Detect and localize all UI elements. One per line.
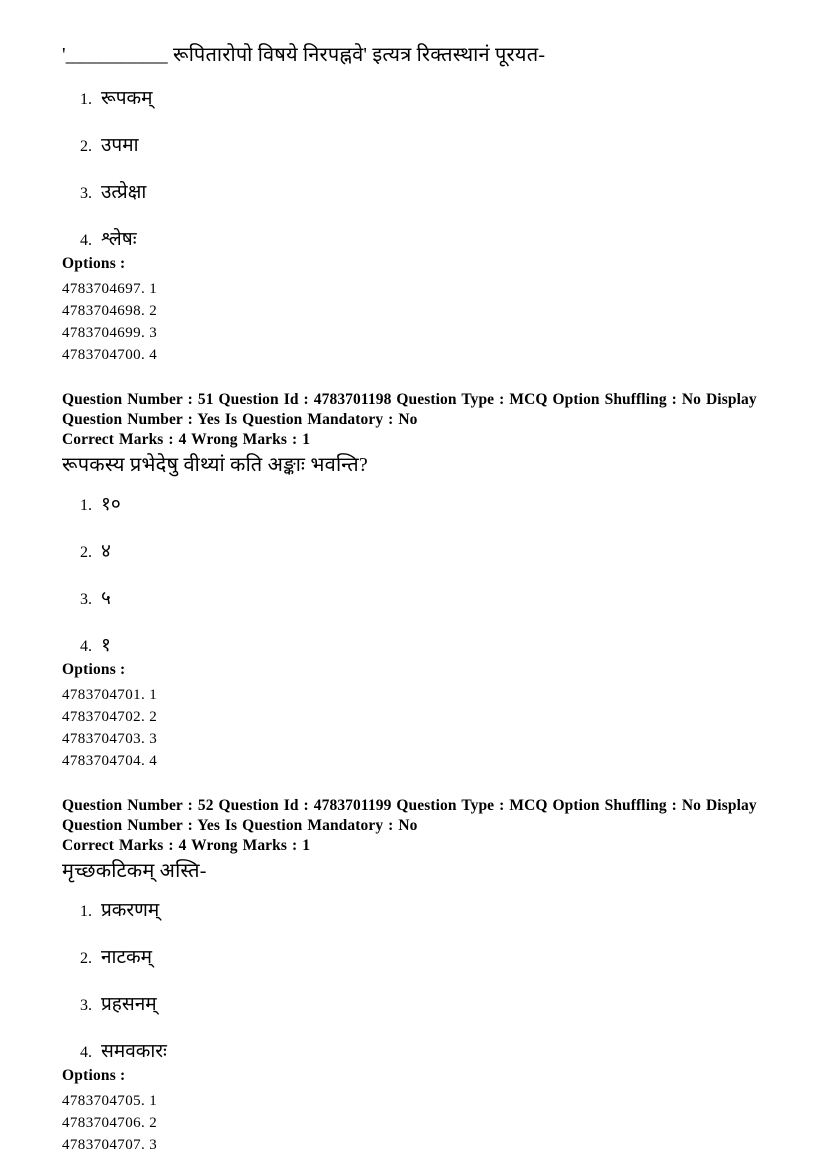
option-id-row: 4783704701. 1 [62, 687, 158, 703]
choice-item [80, 227, 762, 254]
question-text: मृच्छकटिकम् अस्ति- [62, 860, 207, 882]
choice-label: ४ [101, 541, 111, 562]
question-meta: Question Number : 52 Question Id : 4783701199 Question Type : MCQ Option Shuffling : No Display Question Number : Yes Is Question Mandatory : No [62, 797, 757, 834]
choice-item [80, 86, 762, 113]
option-id-row: 4783704699. 3 [62, 325, 158, 341]
choice-number: 1. [80, 497, 92, 514]
option-id-row: 4783704703. 3 [62, 731, 158, 747]
choice-item [80, 992, 762, 1019]
choice-number: 2. [80, 138, 92, 155]
choice-label: प्रकरणम् [101, 900, 160, 921]
choice-label: १० [101, 494, 121, 515]
choice-number: 2. [80, 950, 92, 967]
question-text: '__________ रूपितारोपो विषये निरपह्नवे' इत्यत्र रिक्तस्थानं पूरयत- [62, 44, 546, 66]
choice-number: 1. [80, 91, 92, 108]
choice-label: समवकारः [101, 1041, 167, 1062]
choice-item [80, 633, 762, 660]
option-id-row: 4783704700. 4 [62, 347, 158, 363]
option-id-row: 4783704704. 4 [62, 753, 158, 769]
choice-number: 4. [80, 638, 92, 655]
choice-number: 4. [80, 1044, 92, 1061]
question-block [62, 390, 762, 772]
question-text: रूपकस्य प्रभेदेषु वीथ्यां कति अङ्काः भवन्ति? [62, 454, 368, 476]
choice-item [80, 898, 762, 925]
choice-label: ५ [101, 588, 111, 609]
choice-item [80, 133, 762, 160]
choice-number: 3. [80, 591, 92, 608]
question-marks: Correct Marks : 4 Wrong Marks : 1 [62, 837, 311, 854]
choice-item [80, 1039, 762, 1066]
choice-number: 3. [80, 185, 92, 202]
choice-label: श्लेषः [101, 229, 137, 250]
choice-item [80, 945, 762, 972]
question-marks: Correct Marks : 4 Wrong Marks : 1 [62, 431, 311, 448]
options-label: Options : [62, 661, 126, 678]
option-id-row: 4783704698. 2 [62, 303, 158, 319]
choice-item [80, 539, 762, 566]
choice-label: उत्प्रेक्षा [101, 182, 147, 203]
choice-label: १ [101, 635, 111, 656]
choice-label: उपमा [101, 135, 139, 156]
choice-label: रूपकम् [101, 88, 153, 109]
option-id-row: 4783704702. 2 [62, 709, 158, 725]
choice-item [80, 180, 762, 207]
question-meta: Question Number : 51 Question Id : 4783701198 Question Type : MCQ Option Shuffling : No Display Question Number : Yes Is Question Mandatory : No [62, 391, 757, 428]
choice-number: 2. [80, 544, 92, 561]
option-id-row: 4783704705. 1 [62, 1093, 158, 1109]
question-block [62, 796, 762, 1156]
choice-number: 4. [80, 232, 92, 249]
option-id-row: 4783704707. 3 [62, 1137, 158, 1153]
choice-label: प्रहसनम् [101, 994, 157, 1015]
choice-item [80, 492, 762, 519]
question-block [62, 40, 762, 366]
options-label: Options : [62, 1067, 126, 1084]
choice-item [80, 586, 762, 613]
choice-label: नाटकम् [101, 947, 152, 968]
option-id-row: 4783704697. 1 [62, 281, 158, 297]
choice-number: 3. [80, 997, 92, 1014]
option-id-row: 4783704706. 2 [62, 1115, 158, 1131]
choice-number: 1. [80, 903, 92, 920]
options-label: Options : [62, 255, 126, 272]
